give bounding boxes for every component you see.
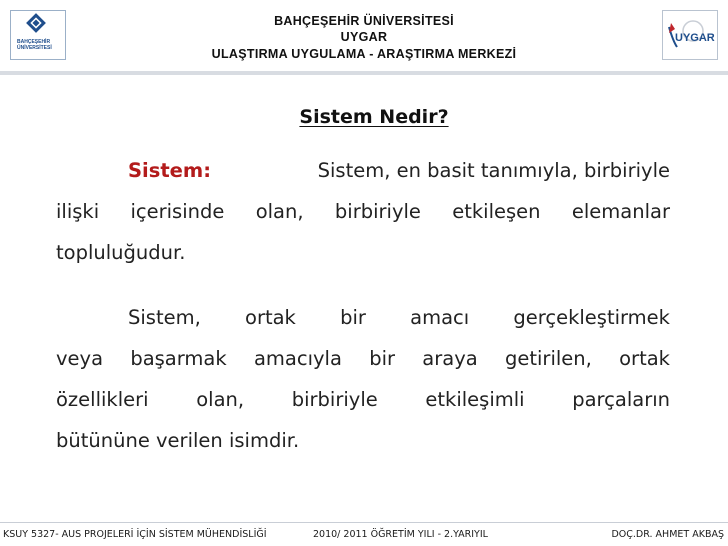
paragraph-line xyxy=(56,191,670,232)
word: bir xyxy=(340,306,366,329)
paragraph-explanation xyxy=(56,297,670,461)
paragraph-definition xyxy=(56,150,670,273)
word: Sistem, xyxy=(128,306,201,329)
word: veya xyxy=(56,347,104,370)
slide-header xyxy=(0,0,728,72)
term-label: Sistem: xyxy=(128,159,211,182)
header-divider xyxy=(0,71,728,75)
paragraph-line xyxy=(56,338,670,379)
word: birbiriyle xyxy=(291,388,378,411)
word: getirilen, xyxy=(504,347,592,370)
word: olan, xyxy=(196,388,245,411)
word: ilişki xyxy=(56,200,100,223)
word: özellikleri xyxy=(56,388,149,411)
line-text: Sistem, en basit tanımıyla, birbiriyle xyxy=(317,159,670,182)
word: elemanlar xyxy=(571,200,670,223)
word: araya xyxy=(422,347,478,370)
logo-right-text: UYGAR xyxy=(675,32,715,44)
paragraph-line xyxy=(56,420,670,461)
word: ortak xyxy=(245,306,296,329)
line-text: topluluğudur. xyxy=(56,241,186,264)
uygar-logo xyxy=(662,10,718,60)
word: içerisinde xyxy=(130,200,225,223)
footer-course: KSUY 5327- AUS PROJELERİ İÇİN SİSTEM MÜHENDİSLİĞİ xyxy=(3,529,267,540)
line-text: bütününe verilen isimdir. xyxy=(56,429,300,452)
header-uygar: UYGAR xyxy=(340,30,388,44)
word: amacıyla xyxy=(253,347,342,370)
logo-left-text-2: ÜNİVERSİTESİ xyxy=(17,45,52,51)
word: etkileşen xyxy=(452,200,541,223)
word: bir xyxy=(369,347,396,370)
word: birbiriyle xyxy=(334,200,421,223)
word: başarmak xyxy=(130,347,227,370)
logo-left-text-1: BAHÇEŞEHİR xyxy=(17,39,51,45)
header-university: BAHÇEŞEHİR ÜNİVERSİTESİ xyxy=(274,14,454,28)
slide-title-text: Sistem Nedir? xyxy=(299,106,449,128)
word: ortak xyxy=(619,347,670,370)
footer-term: 2010/ 2011 ÖĞRETİM YILI - 2.YARIYIL xyxy=(313,529,488,540)
word: amacı xyxy=(410,306,470,329)
paragraph-line xyxy=(56,297,670,338)
paragraph-line xyxy=(56,150,670,191)
footer-divider xyxy=(0,522,728,523)
slide-title xyxy=(0,106,728,128)
bahcesehir-logo xyxy=(10,10,66,60)
footer-instructor: DOÇ.DR. AHMET AKBAŞ xyxy=(611,529,724,540)
word: olan, xyxy=(255,200,304,223)
header-center: ULAŞTIRMA UYGULAMA - ARAŞTIRMA MERKEZİ xyxy=(211,47,517,61)
word: etkileşimli xyxy=(425,388,525,411)
paragraph-line xyxy=(56,232,670,273)
paragraph-line xyxy=(56,379,670,420)
word: gerçekleştirmek xyxy=(513,306,670,329)
word: parçaların xyxy=(572,388,670,411)
